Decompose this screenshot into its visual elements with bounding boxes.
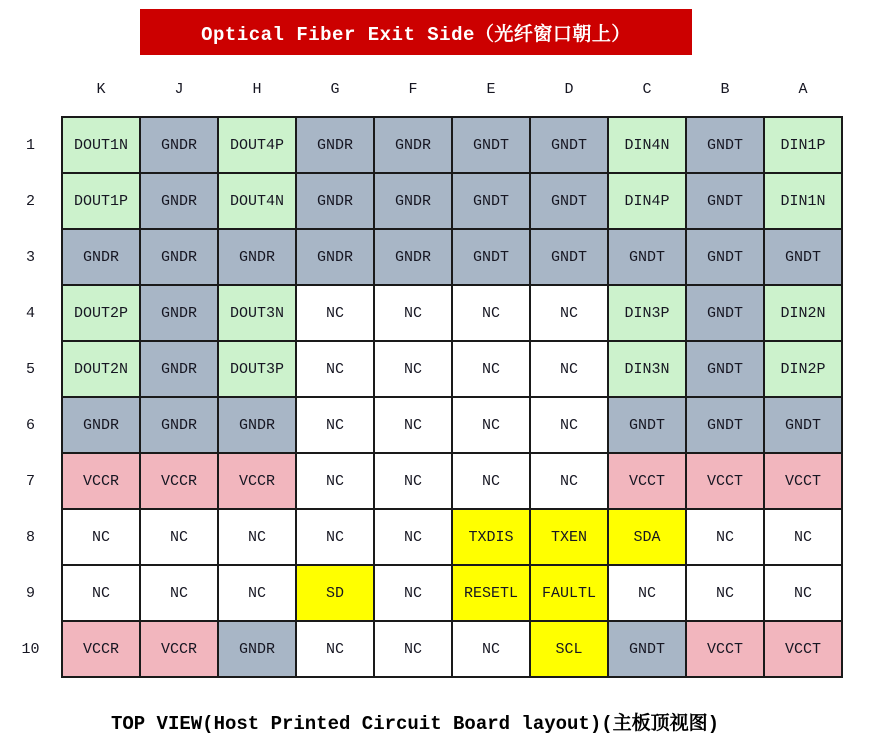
pin-cell-B8: NC — [686, 509, 764, 565]
pin-cell-G6: NC — [296, 397, 374, 453]
pin-table — [0, 62, 843, 678]
pin-cell-C10: GNDT — [608, 621, 686, 677]
pin-cell-D5: NC — [530, 341, 608, 397]
pin-cell-K3: GNDR — [62, 229, 140, 285]
pin-cell-B2: GNDT — [686, 173, 764, 229]
pin-row-2 — [0, 173, 842, 229]
pin-cell-C7: VCCT — [608, 453, 686, 509]
pin-cell-E6: NC — [452, 397, 530, 453]
pin-cell-K4: DOUT2P — [62, 285, 140, 341]
column-header-E: E — [452, 62, 530, 117]
pin-cell-C2: DIN4P — [608, 173, 686, 229]
optical-fiber-exit-side-banner — [140, 9, 692, 55]
pin-cell-J6: GNDR — [140, 397, 218, 453]
pin-cell-K6: GNDR — [62, 397, 140, 453]
pin-cell-A2: DIN1N — [764, 173, 842, 229]
pin-cell-K2: DOUT1P — [62, 173, 140, 229]
pin-cell-A5: DIN2P — [764, 341, 842, 397]
row-number-1: 1 — [0, 117, 62, 173]
pin-cell-D1: GNDT — [530, 117, 608, 173]
pin-cell-G3: GNDR — [296, 229, 374, 285]
pin-cell-H10: GNDR — [218, 621, 296, 677]
pin-cell-E7: NC — [452, 453, 530, 509]
pin-row-5 — [0, 341, 842, 397]
pin-cell-C8: SDA — [608, 509, 686, 565]
pin-cell-E5: NC — [452, 341, 530, 397]
pin-cell-G1: GNDR — [296, 117, 374, 173]
pin-cell-F2: GNDR — [374, 173, 452, 229]
pin-cell-D10: SCL — [530, 621, 608, 677]
pin-cell-G10: NC — [296, 621, 374, 677]
pin-row-9 — [0, 565, 842, 621]
pin-cell-H4: DOUT3N — [218, 285, 296, 341]
pin-cell-E10: NC — [452, 621, 530, 677]
pin-cell-H5: DOUT3P — [218, 341, 296, 397]
pin-cell-H9: NC — [218, 565, 296, 621]
pin-cell-E9: RESETL — [452, 565, 530, 621]
pin-cell-H6: GNDR — [218, 397, 296, 453]
pin-cell-J1: GNDR — [140, 117, 218, 173]
row-number-2: 2 — [0, 173, 62, 229]
pin-cell-D4: NC — [530, 285, 608, 341]
pin-cell-C5: DIN3N — [608, 341, 686, 397]
pin-cell-J3: GNDR — [140, 229, 218, 285]
pin-row-4 — [0, 285, 842, 341]
pin-cell-B9: NC — [686, 565, 764, 621]
pin-cell-A1: DIN1P — [764, 117, 842, 173]
pin-cell-G8: NC — [296, 509, 374, 565]
pin-cell-J2: GNDR — [140, 173, 218, 229]
pin-cell-F4: NC — [374, 285, 452, 341]
row-number-10: 10 — [0, 621, 62, 677]
row-number-5: 5 — [0, 341, 62, 397]
pin-cell-B7: VCCT — [686, 453, 764, 509]
pin-cell-E2: GNDT — [452, 173, 530, 229]
pin-cell-F8: NC — [374, 509, 452, 565]
pin-row-7 — [0, 453, 842, 509]
pin-cell-D6: NC — [530, 397, 608, 453]
column-header-B: B — [686, 62, 764, 117]
pin-cell-F1: GNDR — [374, 117, 452, 173]
pin-cell-D2: GNDT — [530, 173, 608, 229]
pin-cell-J8: NC — [140, 509, 218, 565]
row-number-9: 9 — [0, 565, 62, 621]
pin-table-body — [0, 62, 842, 677]
pin-row-10 — [0, 621, 842, 677]
pin-cell-K1: DOUT1N — [62, 117, 140, 173]
row-number-8: 8 — [0, 509, 62, 565]
pin-cell-E1: GNDT — [452, 117, 530, 173]
pin-cell-B10: VCCT — [686, 621, 764, 677]
pin-cell-F9: NC — [374, 565, 452, 621]
pin-cell-J10: VCCR — [140, 621, 218, 677]
pin-cell-B3: GNDT — [686, 229, 764, 285]
pin-row-8 — [0, 509, 842, 565]
pin-cell-C9: NC — [608, 565, 686, 621]
pin-cell-K5: DOUT2N — [62, 341, 140, 397]
column-header-row — [0, 62, 842, 117]
pin-cell-A4: DIN2N — [764, 285, 842, 341]
pin-cell-H3: GNDR — [218, 229, 296, 285]
pin-cell-B5: GNDT — [686, 341, 764, 397]
column-header-A: A — [764, 62, 842, 117]
pin-cell-G2: GNDR — [296, 173, 374, 229]
banner-title: Optical Fiber Exit Side（光纤窗口朝上） — [201, 23, 631, 46]
pin-cell-D8: TXEN — [530, 509, 608, 565]
pin-cell-A8: NC — [764, 509, 842, 565]
pin-cell-F7: NC — [374, 453, 452, 509]
pin-cell-D9: FAULTL — [530, 565, 608, 621]
pin-cell-J9: NC — [140, 565, 218, 621]
pin-cell-K10: VCCR — [62, 621, 140, 677]
pin-cell-D7: NC — [530, 453, 608, 509]
pin-cell-D3: GNDT — [530, 229, 608, 285]
pin-cell-F6: NC — [374, 397, 452, 453]
pin-cell-B4: GNDT — [686, 285, 764, 341]
pin-cell-C1: DIN4N — [608, 117, 686, 173]
pin-cell-J4: GNDR — [140, 285, 218, 341]
pin-cell-F10: NC — [374, 621, 452, 677]
column-header-G: G — [296, 62, 374, 117]
pin-cell-H1: DOUT4P — [218, 117, 296, 173]
pin-cell-G9: SD — [296, 565, 374, 621]
row-number-7: 7 — [0, 453, 62, 509]
column-header-H: H — [218, 62, 296, 117]
pin-cell-A9: NC — [764, 565, 842, 621]
pin-cell-B6: GNDT — [686, 397, 764, 453]
column-header-C: C — [608, 62, 686, 117]
pin-cell-F5: NC — [374, 341, 452, 397]
column-header-F: F — [374, 62, 452, 117]
pin-cell-G5: NC — [296, 341, 374, 397]
pin-cell-J5: GNDR — [140, 341, 218, 397]
corner-cell — [0, 62, 62, 117]
pin-cell-J7: VCCR — [140, 453, 218, 509]
pin-cell-F3: GNDR — [374, 229, 452, 285]
pin-cell-H2: DOUT4N — [218, 173, 296, 229]
pin-cell-E4: NC — [452, 285, 530, 341]
column-header-J: J — [140, 62, 218, 117]
top-view-caption: TOP VIEW(Host Printed Circuit Board layout)(主板顶视图) — [110, 713, 720, 735]
pin-row-6 — [0, 397, 842, 453]
pin-cell-H8: NC — [218, 509, 296, 565]
row-number-3: 3 — [0, 229, 62, 285]
pin-cell-A7: VCCT — [764, 453, 842, 509]
pin-cell-B1: GNDT — [686, 117, 764, 173]
pin-cell-K7: VCCR — [62, 453, 140, 509]
pin-cell-E3: GNDT — [452, 229, 530, 285]
row-number-6: 6 — [0, 397, 62, 453]
pin-cell-C4: DIN3P — [608, 285, 686, 341]
pin-cell-K8: NC — [62, 509, 140, 565]
pin-row-1 — [0, 117, 842, 173]
pin-cell-K9: NC — [62, 565, 140, 621]
column-header-K: K — [62, 62, 140, 117]
pin-cell-H7: VCCR — [218, 453, 296, 509]
pin-cell-G4: NC — [296, 285, 374, 341]
column-header-D: D — [530, 62, 608, 117]
pin-cell-G7: NC — [296, 453, 374, 509]
pin-cell-C6: GNDT — [608, 397, 686, 453]
pin-cell-C3: GNDT — [608, 229, 686, 285]
pin-cell-A10: VCCT — [764, 621, 842, 677]
pin-cell-A3: GNDT — [764, 229, 842, 285]
pin-row-3 — [0, 229, 842, 285]
pin-cell-A6: GNDT — [764, 397, 842, 453]
row-number-4: 4 — [0, 285, 62, 341]
pin-cell-E8: TXDIS — [452, 509, 530, 565]
